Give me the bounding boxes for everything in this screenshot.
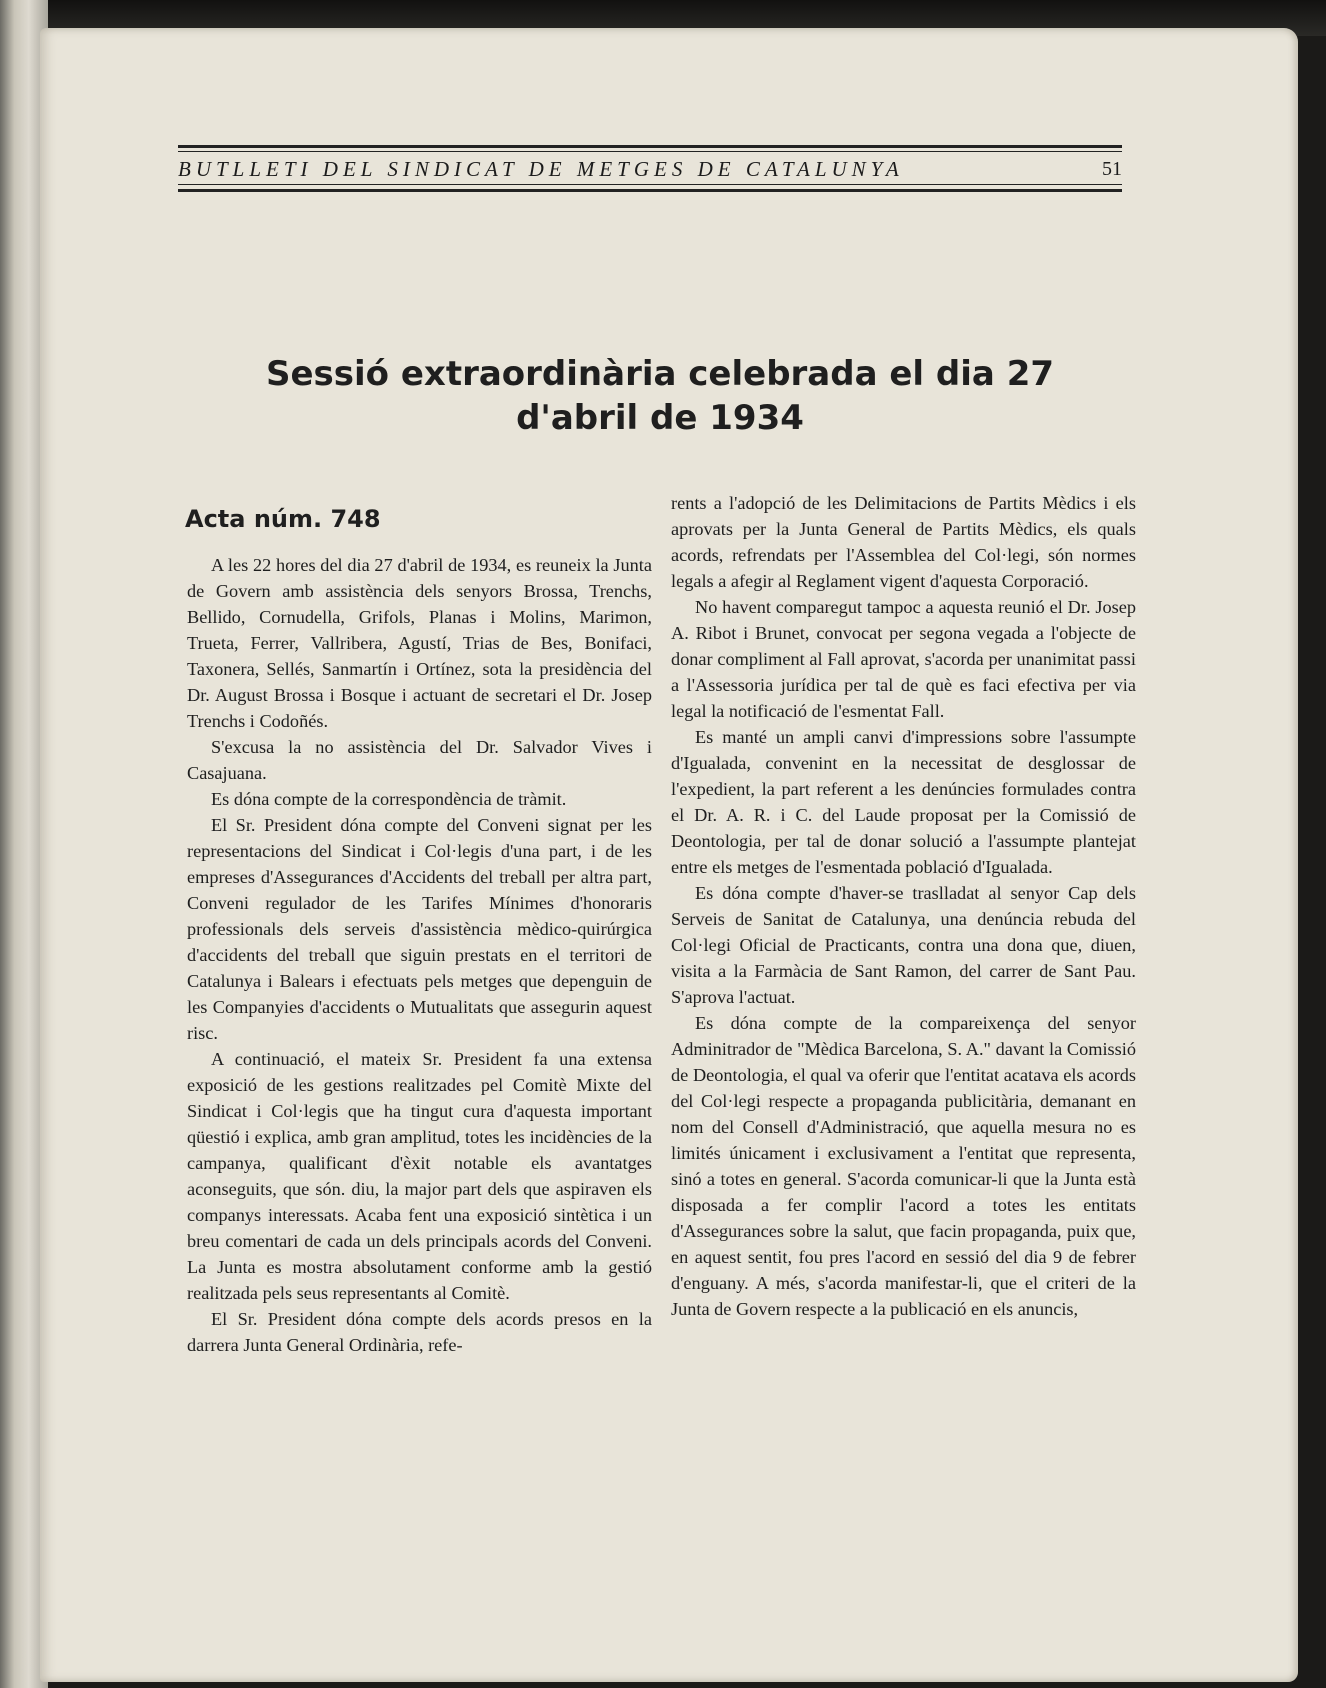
page-number: 51	[1102, 157, 1122, 180]
paragraph: A les 22 hores del dia 27 d'abril de 1934, es reuneix la Junta de Govern amb assistència dels senyors Brossa, Trenchs, Bellido, Cornudella, Grifols, Planas i Molins, Marimon, Trueta, Ferrer, Vallribera, Agustí, Trias de Bes, Bonifaci, Taxonera, Sellés, Sanmartín i Ortínez, sota la presidència del Dr. August Brossa i Bosque i actuant de secretari el Dr. Josep Trenchs i Codoñés.	[187, 555, 652, 731]
running-header	[178, 154, 1122, 184]
running-title: BUTLLETI DEL SINDICAT DE METGES DE CATALUNYA	[178, 156, 904, 181]
right-column	[671, 490, 1136, 1322]
paragraph: Es dóna compte d'haver-se traslladat al senyor Cap dels Serveis de Sanitat de Catalunya, una denúncia rebuda del Col·legi Oficial de Practicants, contra una dona que, diuen, visita a la Farmàcia de Sant Ramon, del carrer de Sant Pau. S'aprova l'actuat.	[671, 883, 1136, 1007]
header-rule-bottom-thin	[178, 184, 1122, 185]
paragraph: El Sr. President dóna compte del Conveni signat per les representacions del Sindicat i Col·legis d'una part, i de les empreses d'Assegurances d'Accidents del treball per altra part, Conveni regulador de les Tarifes Mínimes d'honoraris professionals dels serveis d'assistència mèdico-quirúrgica d'accidents del treball que siguin prestats en el territori de Catalunya i Balears i efectuats pels metges que depenguin de les Companyies d'accidents o Mutualitats que assegurin aquest risc.	[187, 815, 652, 1043]
paragraph: Es dóna compte de la compareixença del senyor Adminitrador de "Mèdica Barcelona, S. A." davant la Comissió de Deontologia, el qual va oferir que l'entitat acatava els acords del Col·legi respecte a propaganda publicitària, demanant en nom del Consell d'Administració, que aquella mesura no es limités únicament i exclusivament a l'entitat que representa, sinó a totes en general. S'acorda comunicar-li que la Junta està disposada a fer complir l'acord a totes les entitats d'Assegurances sobre la salut, que facin propaganda, puix que, en aquest sentit, fou pres l'acord en sessió del dia 9 de febrer d'enguany. A més, s'acorda manifestar-li, que el criteri de la Junta de Govern respecte a la publicació en els anuncis,	[671, 1013, 1136, 1319]
paragraph-continued: rents a l'adopció de les Delimitacions de Partits Mèdics i els aprovats per la Junta General de Partits Mèdics, els quals acords, refrendats per l'Assemblea del Col·legi, són normes legals a afegir al Reglament vigent d'aquesta Corporació.	[671, 493, 1136, 591]
paragraph: A continuació, el mateix Sr. President fa una extensa exposició de les gestions realitzades pel Comitè Mixte del Sindicat i Col·legis que ha tingut cura d'aquesta important qüestió i explica, amb gran amplitud, totes les incidències de la campanya, qualificant d'èxit notable els avantatges aconseguits, que són. diu, la major part dels que aspiraven els companys interessats. Acaba fent una exposició sintètica i un breu comentari de cada un dels principals acords del Conveni. La Junta es mostra absolutament conforme amb la gestió realitzada pels seus representants al Comitè.	[187, 1049, 652, 1303]
paragraph: S'excusa la no assistència del Dr. Salvador Vives i Casajuana.	[187, 737, 652, 783]
article-title: Sessió extraordinària celebrada el dia 27 d'abril de 1934	[265, 354, 1055, 438]
header-rule-top-thick	[178, 145, 1122, 148]
header-rule-top-thin	[178, 151, 1122, 152]
article-subtitle: Acta núm. 748	[185, 505, 381, 533]
left-column	[187, 498, 652, 1358]
paragraph: Es manté un ampli canvi d'impressions sobre l'assumpte d'Igualada, convenint en la necessitat de desglossar de l'expedient, la part referent a les denúncies formulades contra el Dr. A. R. i C. del Laude proposat per la Comissió de Deontologia, per tal de donar solució a l'assumpte plantejat entre els metges de l'esmentada població d'Igualada.	[671, 727, 1136, 877]
paragraph: No havent comparegut tampoc a aquesta reunió el Dr. Josep A. Ribot i Brunet, convocat per segona vegada a l'objecte de donar compliment al Fall aprovat, s'acorda per unanimitat passi a l'Assessoria jurídica per tal de què es faci efectiva per via legal la notificació de l'esmentat Fall.	[671, 597, 1136, 721]
paragraph: Es dóna compte de la correspondència de tràmit.	[211, 789, 567, 809]
paragraph: El Sr. President dóna compte dels acords presos en la darrera Junta General Ordinària, refe-	[187, 1309, 652, 1355]
header-rule-bottom-thick	[178, 189, 1122, 192]
